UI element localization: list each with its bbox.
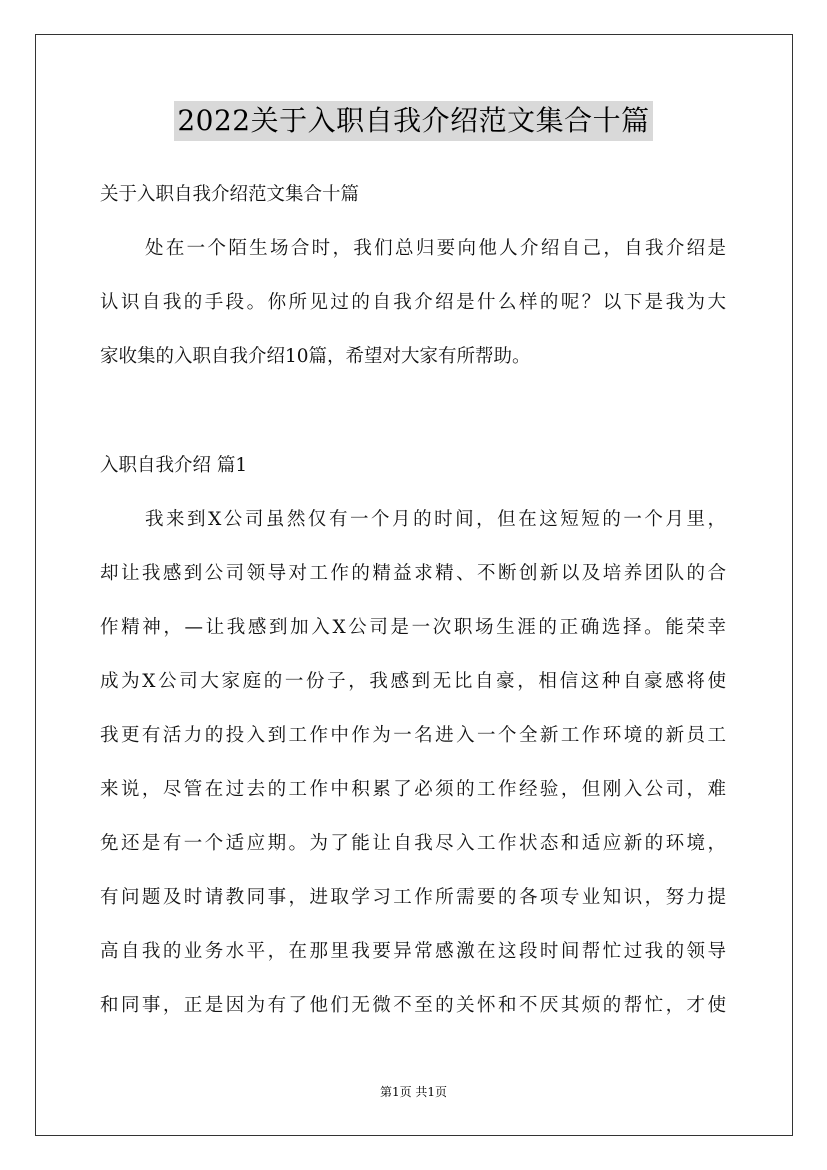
body-line: 成为X公司大家庭的一份子，我感到无比自豪，相信这种自豪感将使 bbox=[100, 671, 726, 692]
intro-line: 家收集的入职自我介绍10篇，希望对大家有所帮助。 bbox=[100, 346, 531, 367]
intro-line: 处在一个陌生场合时，我们总归要向他人介绍自己，自我介绍是 bbox=[145, 238, 726, 259]
body-line: 却让我感到公司领导对工作的精益求精、不断创新以及培养团队的合 bbox=[100, 563, 726, 584]
body-line: 高自我的业务水平，在那里我要异常感激在这段时间帮忙过我的领导 bbox=[100, 941, 726, 962]
document-title: 2022关于入职自我介绍范文集合十篇 bbox=[174, 101, 652, 141]
body-line: 和同事，正是因为有了他们无微不至的关怀和不厌其烦的帮忙，才使 bbox=[100, 995, 726, 1016]
section-heading: 入职自我介绍 篇1 bbox=[100, 455, 248, 476]
body-line: 免还是有一个适应期。为了能让自我尽入工作状态和适应新的环境， bbox=[100, 833, 726, 854]
body-line: 作精神，—让我感到加入X公司是一次职场生涯的正确选择。能荣幸 bbox=[100, 617, 726, 638]
page-footer: 第1页 共1页 bbox=[379, 1085, 448, 1099]
title-container bbox=[0, 101, 827, 141]
body-line: 我来到X公司虽然仅有一个月的时间，但在这短短的一个月里， bbox=[145, 509, 726, 530]
document-subtitle: 关于入职自我介绍范文集合十篇 bbox=[100, 184, 360, 205]
intro-line: 认识自我的手段。你所见过的自我介绍是什么样的呢？以下是我为大 bbox=[100, 292, 726, 313]
body-line: 我更有活力的投入到工作中作为一名进入一个全新工作环境的新员工 bbox=[100, 725, 726, 746]
body-line: 有问题及时请教同事，进取学习工作所需要的各项专业知识，努力提 bbox=[100, 887, 726, 908]
body-line: 来说，尽管在过去的工作中积累了必须的工作经验，但刚入公司，难 bbox=[100, 779, 726, 800]
